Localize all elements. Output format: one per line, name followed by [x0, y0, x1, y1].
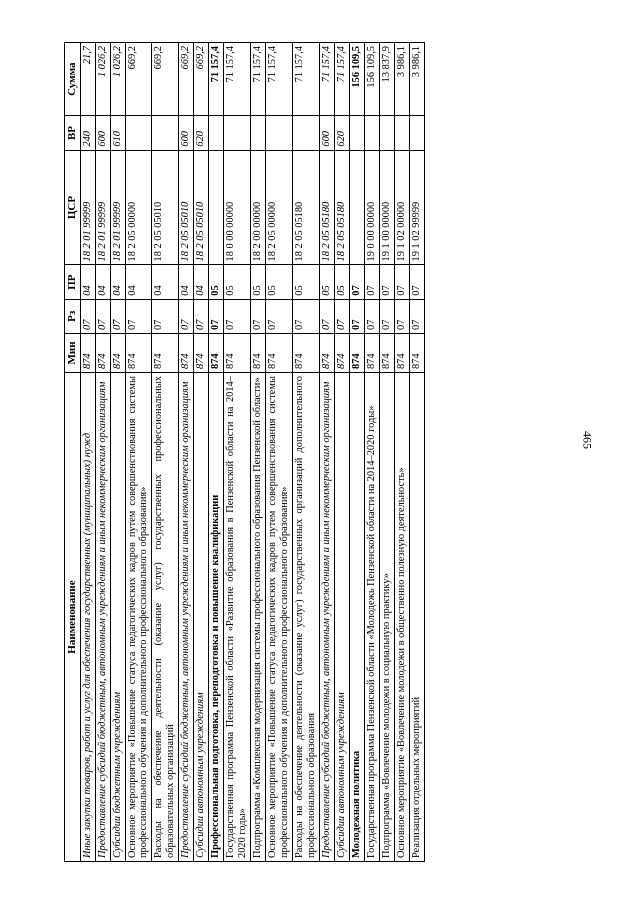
cell-csr: 19 0 00 00000	[364, 150, 379, 265]
cell-vr	[224, 116, 251, 150]
cell-name: Субсидии автономным учреждениям	[334, 373, 349, 862]
cell-min: 874	[334, 333, 349, 372]
cell-vr	[292, 116, 319, 150]
cell-csr: 18 2 05 05180	[292, 150, 319, 265]
cell-pr: 05	[209, 265, 224, 299]
header-sum: Сумма	[65, 43, 81, 116]
cell-min: 874	[251, 333, 266, 372]
cell-min: 874	[292, 333, 319, 372]
table-row	[95, 43, 110, 862]
cell-vr: 620	[194, 116, 209, 150]
cell-min: 874	[152, 333, 179, 372]
cell-sum: 1 026,2	[95, 43, 110, 116]
cell-rz: 07	[292, 299, 319, 333]
cell-rz: 07	[394, 299, 409, 333]
cell-csr: 18 2 05 05010	[179, 150, 194, 265]
cell-pr: 04	[80, 265, 95, 299]
cell-rz: 07	[334, 299, 349, 333]
table-row	[334, 43, 349, 862]
cell-pr: 04	[95, 265, 110, 299]
cell-rz: 07	[110, 299, 125, 333]
table-row	[379, 43, 394, 862]
table-row	[394, 43, 409, 862]
cell-csr: 18 0 00 00000	[224, 150, 251, 265]
cell-csr: 18 2 05 00000	[266, 150, 293, 265]
cell-vr: 620	[334, 116, 349, 150]
cell-min: 874	[209, 333, 224, 372]
cell-csr	[349, 150, 364, 265]
table-row	[292, 43, 319, 862]
table-row	[319, 43, 334, 862]
cell-vr	[394, 116, 409, 150]
cell-sum: 71 157,4	[224, 43, 251, 116]
cell-name: Государственная программа Пензенской области «Развитие образования в Пензенской области на 2014–2020 годы»	[224, 373, 251, 862]
table-row	[266, 43, 293, 862]
cell-min: 874	[125, 333, 152, 372]
cell-name: Предоставление субсидий бюджетным, автономным учреждениям и иным некоммерческим организациям	[319, 373, 334, 862]
cell-vr: 600	[179, 116, 194, 150]
cell-sum: 71 157,4	[266, 43, 293, 116]
cell-sum: 669,2	[194, 43, 209, 116]
cell-min: 874	[319, 333, 334, 372]
cell-sum: 71 157,4	[292, 43, 319, 116]
cell-csr: 19 1 00 00000	[379, 150, 394, 265]
cell-rz: 07	[349, 299, 364, 333]
table-row	[125, 43, 152, 862]
table-row	[209, 43, 224, 862]
cell-sum: 3 986,1	[394, 43, 409, 116]
table-row	[194, 43, 209, 862]
cell-vr	[152, 116, 179, 150]
cell-sum: 669,2	[125, 43, 152, 116]
cell-vr	[251, 116, 266, 150]
cell-pr: 05	[266, 265, 293, 299]
cell-pr: 07	[394, 265, 409, 299]
cell-rz: 07	[209, 299, 224, 333]
cell-rz: 07	[364, 299, 379, 333]
cell-csr: 18 2 01 99999	[80, 150, 95, 265]
cell-name: Подпрограмма «Комплексная модернизация системы профессионального образования Пензенской области»	[251, 373, 266, 862]
cell-sum: 156 109,5	[364, 43, 379, 116]
cell-sum: 156 109,5	[349, 43, 364, 116]
cell-rz: 07	[266, 299, 293, 333]
table-row	[224, 43, 251, 862]
cell-min: 874	[95, 333, 110, 372]
table-row	[179, 43, 194, 862]
table-header-row	[65, 43, 81, 862]
cell-rz: 07	[152, 299, 179, 333]
table-row	[152, 43, 179, 862]
cell-csr: 19 1 02 99999	[409, 150, 424, 265]
rotated-page-content	[64, 42, 576, 862]
cell-vr	[379, 116, 394, 150]
cell-sum: 669,2	[179, 43, 194, 116]
header-pr: ПР	[65, 265, 81, 299]
cell-name: Государственная программа Пензенской области «Молодежь Пензенской области на 2014–2020 годы»	[364, 373, 379, 862]
cell-vr: 600	[95, 116, 110, 150]
cell-sum: 71 157,4	[334, 43, 349, 116]
cell-name: Основное мероприятие «Повышение статуса педагогических кадров путем совершенствования системы профессионального обучения и дополнительного профессионального образования»	[266, 373, 293, 862]
cell-csr: 18 2 05 05010	[152, 150, 179, 265]
cell-pr: 07	[379, 265, 394, 299]
cell-pr: 04	[152, 265, 179, 299]
cell-rz: 07	[95, 299, 110, 333]
table-row	[251, 43, 266, 862]
cell-rz: 07	[179, 299, 194, 333]
cell-min: 874	[224, 333, 251, 372]
cell-min: 874	[179, 333, 194, 372]
cell-rz: 07	[379, 299, 394, 333]
budget-table	[64, 42, 425, 862]
header-name: Наименование	[65, 373, 81, 862]
cell-vr: 610	[110, 116, 125, 150]
cell-min: 874	[80, 333, 95, 372]
table-row	[409, 43, 424, 862]
cell-name: Молодежная политика	[349, 373, 364, 862]
cell-sum: 13 837,9	[379, 43, 394, 116]
cell-vr	[409, 116, 424, 150]
cell-pr: 07	[364, 265, 379, 299]
cell-min: 874	[266, 333, 293, 372]
cell-name: Расходы на обеспечение деятельности (оказание услуг) государственных профессиональных образовательных организаций	[152, 373, 179, 862]
page-number: 465	[580, 431, 595, 449]
cell-name: Основное мероприятие «Повышение статуса педагогических кадров путем совершенствования системы профессионального обучения и дополнительного профессионального образования»	[125, 373, 152, 862]
cell-csr	[209, 150, 224, 265]
cell-vr	[125, 116, 152, 150]
header-csr: ЦСР	[65, 150, 81, 265]
cell-sum: 71 157,4	[209, 43, 224, 116]
cell-vr	[349, 116, 364, 150]
cell-pr: 07	[409, 265, 424, 299]
cell-rz: 07	[251, 299, 266, 333]
cell-min: 874	[194, 333, 209, 372]
cell-rz: 07	[194, 299, 209, 333]
cell-name: Основное мероприятие «Вовлечение молодежи в общественно полезную деятельность»	[394, 373, 409, 862]
cell-csr: 18 2 01 99999	[95, 150, 110, 265]
cell-rz: 07	[224, 299, 251, 333]
cell-min: 874	[379, 333, 394, 372]
cell-pr: 05	[251, 265, 266, 299]
cell-pr: 05	[334, 265, 349, 299]
cell-csr: 18 2 05 05180	[319, 150, 334, 265]
table-row	[80, 43, 95, 862]
cell-min: 874	[394, 333, 409, 372]
cell-name: Субсидии автономным учреждениям	[194, 373, 209, 862]
cell-pr: 04	[110, 265, 125, 299]
cell-sum: 1 026,2	[110, 43, 125, 116]
cell-csr: 18 2 05 05180	[334, 150, 349, 265]
cell-csr: 18 2 00 00000	[251, 150, 266, 265]
cell-pr: 04	[125, 265, 152, 299]
cell-pr: 05	[292, 265, 319, 299]
cell-rz: 07	[319, 299, 334, 333]
cell-vr	[209, 116, 224, 150]
cell-vr	[266, 116, 293, 150]
table-row	[110, 43, 125, 862]
cell-name: Субсидии бюджетным учреждениям	[110, 373, 125, 862]
cell-csr: 18 2 01 99999	[110, 150, 125, 265]
header-vr: ВР	[65, 116, 81, 150]
cell-sum: 21,7	[80, 43, 95, 116]
cell-vr: 600	[319, 116, 334, 150]
table-row	[364, 43, 379, 862]
cell-sum: 3 986,1	[409, 43, 424, 116]
cell-name: Подпрограмма «Вовлечение молодежи в социальную практику»	[379, 373, 394, 862]
cell-csr: 18 2 05 00000	[125, 150, 152, 265]
cell-vr	[364, 116, 379, 150]
cell-min: 874	[110, 333, 125, 372]
cell-rz: 07	[125, 299, 152, 333]
cell-min: 874	[364, 333, 379, 372]
cell-pr: 07	[349, 265, 364, 299]
cell-min: 874	[349, 333, 364, 372]
table-row	[349, 43, 364, 862]
cell-pr: 05	[319, 265, 334, 299]
cell-pr: 04	[179, 265, 194, 299]
cell-csr: 18 2 05 05010	[194, 150, 209, 265]
cell-min: 874	[409, 333, 424, 372]
cell-rz: 07	[80, 299, 95, 333]
cell-sum: 71 157,4	[251, 43, 266, 116]
cell-pr: 04	[194, 265, 209, 299]
cell-vr: 240	[80, 116, 95, 150]
cell-pr: 05	[224, 265, 251, 299]
cell-name: Профессиональная подготовка, переподготовка и повышение квалификации	[209, 373, 224, 862]
header-min: Мин	[65, 333, 81, 372]
cell-name: Предоставление субсидий бюджетным, автономным учреждениям и иным некоммерческим организациям	[95, 373, 110, 862]
cell-name: Реализация отдельных мероприятий	[409, 373, 424, 862]
cell-sum: 669,2	[152, 43, 179, 116]
cell-name: Предоставление субсидий бюджетным, автономным учреждениям и иным некоммерческим организациям	[179, 373, 194, 862]
cell-name: Расходы на обеспечение деятельности (оказание услуг) государственных организаций дополнительного профессионального образования	[292, 373, 319, 862]
cell-rz: 07	[409, 299, 424, 333]
cell-name: Иные закупки товаров, работ и услуг для обеспечения государственных (муниципальных) нужд	[80, 373, 95, 862]
cell-csr: 19 1 02 00000	[394, 150, 409, 265]
cell-sum: 71 157,4	[319, 43, 334, 116]
header-rz: Рз	[65, 299, 81, 333]
